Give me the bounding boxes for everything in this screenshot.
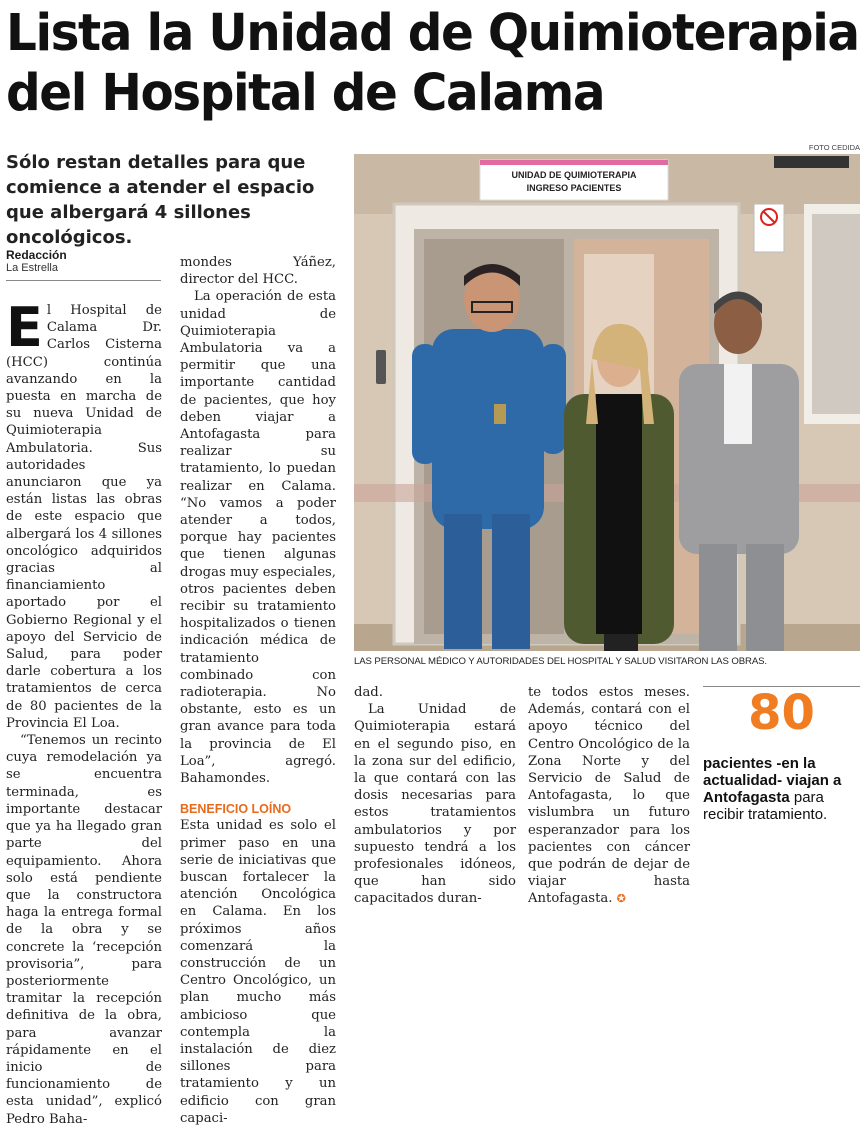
paragraph: La operación de esta unidad de Quimioterapia Ambulatoria va a permitir que una importante cantidad de pacientes, que hoy deben viajar a Antofagasta para realizar su tratamiento, lo puedan realizar en Calama. “No vamos a poder atender a todos, porque hay pacientes que tienen algunas drogas muy especiales, otros pacientes deben recibir su tratamiento hospitalizados o tienen indicación médica de tratamiento combinado con radioterapia. No obstante, esto es un gran avance para toda la provincia de El Loa”, agregó. Bahamondes. <box>180 289 336 787</box>
article-column-2 <box>180 254 336 1127</box>
headline <box>6 4 859 124</box>
paragraph: Esta unidad es solo el primer paso en una serie de iniciativas que buscan fortalecer la atención Oncológica en Calama. En los próximos años comenzará la construcción de un Centro Oncológico, un plan mucho más ambicioso que contempla la instalación de diez sillones para tratamiento y un edificio con gran capaci- <box>180 818 336 1126</box>
paragraph-text: l Hospital de Calama Dr. Carlos Cisterna (HCC) continúa avanzando en la puesta en marcha de su nueva Unidad de Quimioterapia Ambulatoria. Sus autoridades anunciaron que ya están listas las obras de este espacio que albergará los 4 sillones oncológico adquiridos gracias al financiamiento aportado por el Gobierno Regional y el apoyo del Servicio de Salud, para poder darle cobertura a los tratamientos de cerca de 80 pacientes de la Provincia El Loa. <box>6 303 162 731</box>
stat-text-bold: pacientes -en la actualidad- viajan a Antofagasta <box>703 755 842 806</box>
paragraph-text: te todos estos meses. Además, contará con el apoyo técnico del Centro Oncológico de la Zona Norte y del Servicio de Salud de Antofagasta, lo que vislumbra un futuro esperanzador para los pacientes con cáncer que podrán de dejar de viajar hasta Antofagasta. <box>528 685 690 907</box>
photo-credit: FOTO CEDIDA <box>808 143 860 152</box>
stat-number: 80 <box>748 685 815 741</box>
paragraph: La Unidad de Quimioterapia estará en el segundo piso, en la zona sur del edificio, la que contará con las dosis necesarias para estos tratamientos ambulatorios y por supuesto tendrá a los profesionales idóneos, que han sido capacitados duran- <box>354 702 516 907</box>
stat-text <box>703 755 860 823</box>
byline-author: Redacción <box>6 248 67 262</box>
stat-box <box>703 680 860 823</box>
headline-line-2: del Hospital de Calama <box>6 64 605 123</box>
article-column-3 <box>354 684 516 908</box>
stat-text-rest: para recibir tratamiento. <box>703 789 828 823</box>
article-photo <box>354 154 860 651</box>
drop-cap: E <box>6 296 43 359</box>
headline-line-1: Lista la Unidad de Quimioterapia <box>6 4 859 63</box>
paragraph: dad. <box>354 685 383 700</box>
article-column-1 <box>6 296 162 1128</box>
photo-caption: LAS PERSONAL MÉDICO Y AUTORIDADES DEL HOSPITAL Y SALUD VISITARON LAS OBRAS. <box>354 656 767 667</box>
sign-line-1: UNIDAD DE QUIMIOTERAPIA <box>511 170 637 180</box>
byline-outlet: La Estrella <box>6 262 58 274</box>
paragraph <box>528 684 690 908</box>
subheading: BENEFICIO LOÍNO <box>180 802 292 817</box>
paragraph <box>6 296 162 732</box>
deck-subtitle: Sólo restan detalles para que comience a atender el espacio que albergará 4 sillones oncológicos. <box>6 152 315 248</box>
paragraph: mondes Yáñez, director del HCC. <box>180 255 336 288</box>
paragraph: “Tenemos un recinto cuya remodelación ya se encuentra terminada, es importante destacar que ya ha llegado gran parte del equipamiento. Ahora solo está pendiente que la constructora haga la entrega formal de la obra y se concrete la ‘recepción provisoria”, para posteriormente tramitar la recepción definitiva de la obra, para avanzar rápidamente en el inicio de funcionamiento de esta unidad”, explicó Pedro Baha- <box>6 733 162 1127</box>
end-mark-icon: ✪ <box>616 892 626 906</box>
sign-line-2: INGRESO PACIENTES <box>526 183 622 193</box>
article-column-4 <box>528 684 690 908</box>
byline <box>6 248 161 281</box>
